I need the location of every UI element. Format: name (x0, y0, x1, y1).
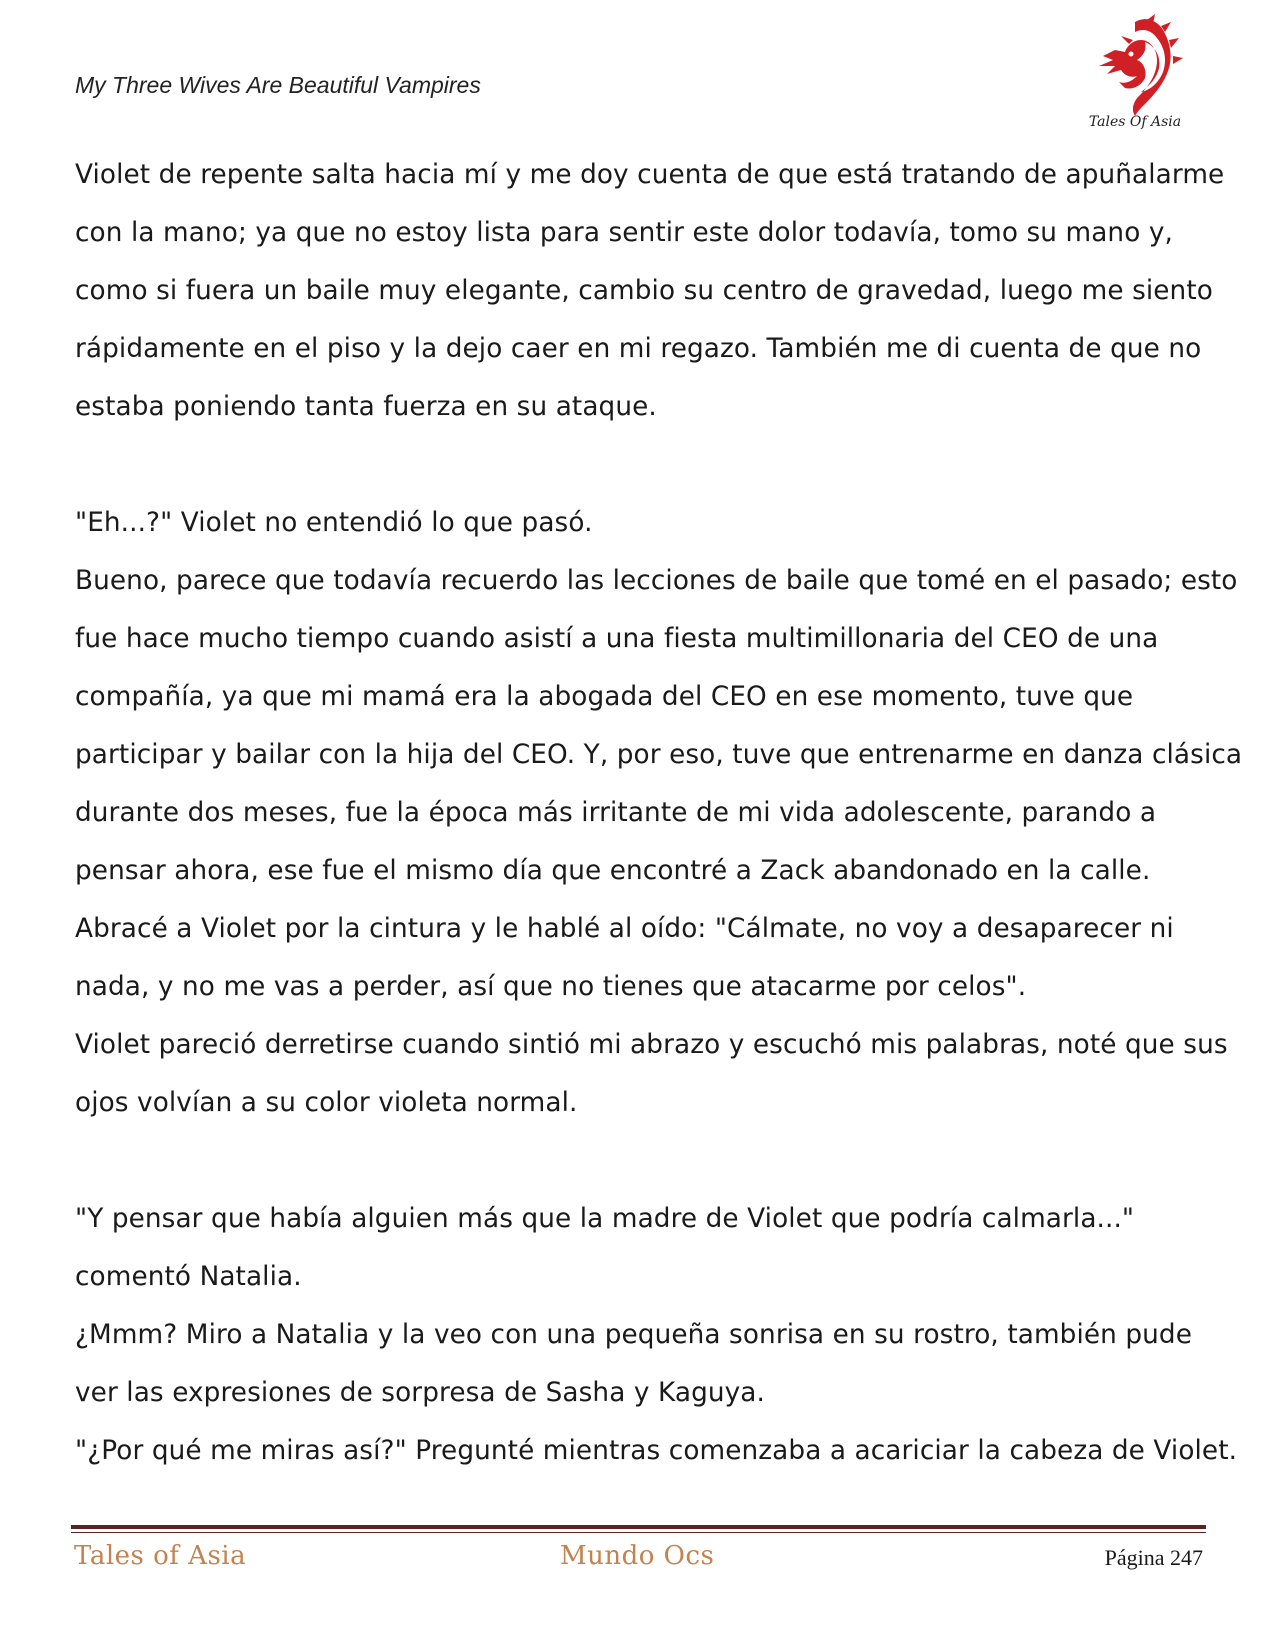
page-number: Página 247 (1104, 1545, 1203, 1570)
text-line: ojos volvían a su color violeta normal. (75, 1088, 578, 1118)
paragraph-gap (75, 436, 1205, 494)
text-line: ver las expresiones de sorpresa de Sasha y Kaguya. (75, 1378, 765, 1408)
text-line: "Eh...?" Violet no entendió lo que pasó. (75, 508, 593, 538)
text-line: Violet pareció derretirse cuando sintió mi abrazo y escuchó mis palabras, noté que sus (75, 1030, 1228, 1060)
text-line: durante dos meses, fue la época más irritante de mi vida adolescente, parando a (75, 798, 1157, 828)
text-line: rápidamente en el piso y la dejo caer en mi regazo. También me di cuenta de que no (75, 334, 1202, 364)
text-line: fue hace mucho tiempo cuando asistí a una fiesta multimillonaria del CEO de una (75, 624, 1159, 654)
text-line: "¿Por qué me miras así?" Pregunté mientras comenzaba a acariciar la cabeza de Violet. (75, 1436, 1238, 1466)
text-line: con la mano; ya que no estoy lista para sentir este dolor todavía, tomo su mano y, (75, 218, 1173, 248)
text-line: "Y pensar que había alguien más que la madre de Violet que podría calmarla..." (75, 1204, 1135, 1234)
text-line: Violet de repente salta hacia mí y me doy cuenta de que está tratando de apuñalarme (75, 160, 1225, 190)
text-line: comentó Natalia. (75, 1262, 302, 1292)
footer-rule-thin (71, 1532, 1206, 1533)
text-line: pensar ahora, ese fue el mismo día que encontré a Zack abandonado en la calle. (75, 856, 1151, 886)
page-header-title: My Three Wives Are Beautiful Vampires (75, 72, 481, 98)
logo-text: Tales Of Asia (1088, 114, 1182, 130)
text-line: como si fuera un baile muy elegante, cambio su centro de gravedad, luego me siento (75, 276, 1213, 306)
text-line: compañía, ya que mi mamá era la abogada del CEO en ese momento, tuve que (75, 682, 1134, 712)
text-line: nada, y no me vas a perder, así que no tienes que atacarme por celos". (75, 972, 1027, 1002)
footer-site-name: Tales of Asia (74, 1541, 247, 1571)
text-line: Bueno, parece que todavía recuerdo las lecciones de baile que tomé en el pasado; esto (75, 566, 1238, 596)
text-line: participar y bailar con la hija del CEO. Y, por eso, tuve que entrenarme en danza clásica (75, 740, 1243, 770)
text-line: estaba poniendo tanta fuerza en su ataque. (75, 392, 657, 422)
paragraph-gap (75, 1132, 1205, 1190)
footer-rule (71, 1525, 1206, 1529)
text-line: ¿Mmm? Miro a Natalia y la veo con una pequeña sonrisa en su rostro, también pude (75, 1320, 1192, 1350)
body-text (75, 146, 1243, 1480)
footer-section-name: Mundo Ocs (560, 1541, 715, 1571)
text-line: Abracé a Violet por la cintura y le hablé al oído: "Cálmate, no voy a desaparecer ni (75, 914, 1174, 944)
tales-of-asia-logo (1085, 14, 1185, 138)
